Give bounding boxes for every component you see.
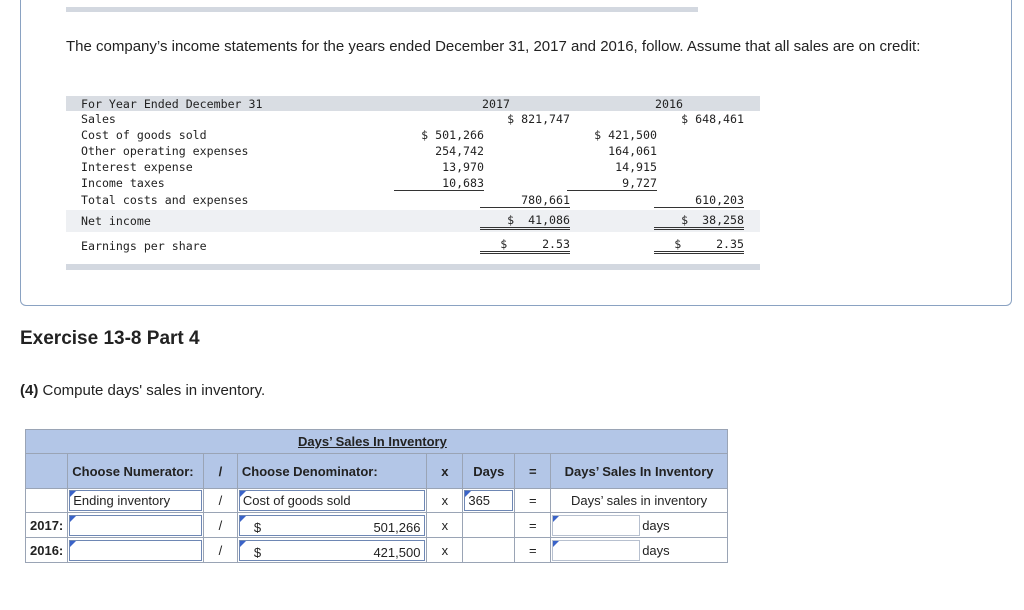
worksheet-title: Days’ Sales In Inventory — [298, 434, 447, 449]
row-total-costs — [66, 191, 760, 210]
row-eps — [66, 232, 760, 258]
multiply-symbol: x — [427, 489, 463, 513]
value-2017: $ 821,747 — [507, 112, 570, 126]
year-label: 2017: — [26, 513, 68, 538]
row-2017 — [26, 513, 728, 538]
row-label: Sales — [81, 112, 116, 126]
year-2016-label: 2016 — [655, 97, 683, 111]
divider-bar — [66, 7, 698, 12]
row-2016 — [26, 538, 728, 563]
days-input[interactable]: 365 — [464, 490, 513, 511]
value-2016: $ 2.35 — [654, 237, 744, 254]
row-other-opex — [66, 143, 760, 159]
row-net-income — [66, 210, 760, 232]
intro-text: The company’s income statements for the years ended December 31, 2017 and 2016, follow. Assume that all sales are on credit: — [66, 38, 921, 55]
divide-symbol: / — [203, 489, 237, 513]
multiply-symbol: x — [427, 454, 463, 489]
result-input-2017[interactable] — [552, 515, 640, 536]
row-interest — [66, 159, 760, 175]
value-2016: 610,203 — [654, 193, 744, 208]
row-label: Net income — [81, 214, 151, 228]
days-unit: days — [642, 542, 670, 558]
equals-symbol: = — [515, 538, 551, 563]
row-label: Other operating expenses — [81, 144, 249, 158]
numerator-input-2016[interactable] — [69, 540, 202, 561]
denominator-select[interactable]: Cost of goods sold — [239, 490, 426, 511]
header-label: For Year Ended December 31 — [81, 97, 263, 111]
equals-symbol: = — [515, 489, 551, 513]
value-2017: 780,661 — [480, 193, 570, 208]
value-2017-detail: 10,683 — [394, 176, 484, 191]
denominator-input-2017[interactable] — [239, 515, 426, 536]
value-2017: $ 41,086 — [480, 213, 570, 230]
row-cogs — [66, 127, 760, 143]
numerator-header: Choose Numerator: — [68, 454, 204, 489]
row-label: Interest expense — [81, 160, 193, 174]
row-label: Cost of goods sold — [81, 128, 207, 142]
row-label: Total costs and expenses — [81, 193, 249, 207]
value-2016-detail: 14,915 — [615, 160, 657, 174]
value-2016-detail: 164,061 — [608, 144, 657, 158]
formula-row — [26, 489, 728, 513]
question-prompt: Compute days' sales in inventory. — [38, 382, 266, 399]
value-2016-detail: $ 421,500 — [594, 128, 657, 142]
value-2017: $ 2.53 — [480, 237, 570, 254]
days-sales-worksheet — [25, 429, 728, 563]
divide-symbol: / — [203, 538, 237, 563]
denominator-input-2016[interactable] — [239, 540, 426, 561]
income-statement-header — [66, 96, 760, 111]
worksheet-header-row — [26, 454, 728, 489]
divider-bar — [66, 264, 760, 270]
result-label: Days’ sales in inventory — [551, 489, 728, 513]
denominator-value: 421,500 — [373, 544, 421, 560]
row-label: Income taxes — [81, 176, 165, 190]
denominator-value: 501,266 — [373, 519, 421, 535]
denominator-header: Choose Denominator: — [237, 454, 427, 489]
days-header: Days — [463, 454, 515, 489]
row-taxes — [66, 175, 760, 191]
year-2017-label: 2017 — [482, 97, 510, 111]
divide-symbol: / — [203, 513, 237, 538]
multiply-symbol: x — [427, 538, 463, 563]
year-label: 2016: — [26, 538, 68, 563]
value-2016: $ 648,461 — [681, 112, 744, 126]
numerator-select[interactable]: Ending inventory — [69, 490, 202, 511]
divide-symbol: / — [203, 454, 237, 489]
equals-symbol: = — [515, 513, 551, 538]
dollar-sign: $ — [253, 544, 262, 560]
days-unit: days — [642, 517, 670, 533]
row-sales — [66, 111, 760, 127]
dollar-sign: $ — [253, 519, 262, 535]
exercise-title: Exercise 13-8 Part 4 — [20, 328, 200, 349]
question-text — [20, 382, 265, 399]
worksheet-title-row — [26, 430, 728, 454]
income-statement — [66, 96, 760, 270]
value-2016-detail: 9,727 — [567, 176, 657, 191]
value-2016: $ 38,258 — [654, 213, 744, 230]
row-label: Earnings per share — [81, 239, 207, 253]
result-header: Days’ Sales In Inventory — [551, 454, 728, 489]
equals-symbol: = — [515, 454, 551, 489]
multiply-symbol: x — [427, 513, 463, 538]
result-input-2016[interactable] — [552, 540, 640, 561]
value-2017-detail: $ 501,266 — [421, 128, 484, 142]
question-number: (4) — [20, 382, 39, 399]
value-2017-detail: 254,742 — [435, 144, 484, 158]
value-2017-detail: 13,970 — [442, 160, 484, 174]
numerator-input-2017[interactable] — [69, 515, 202, 536]
